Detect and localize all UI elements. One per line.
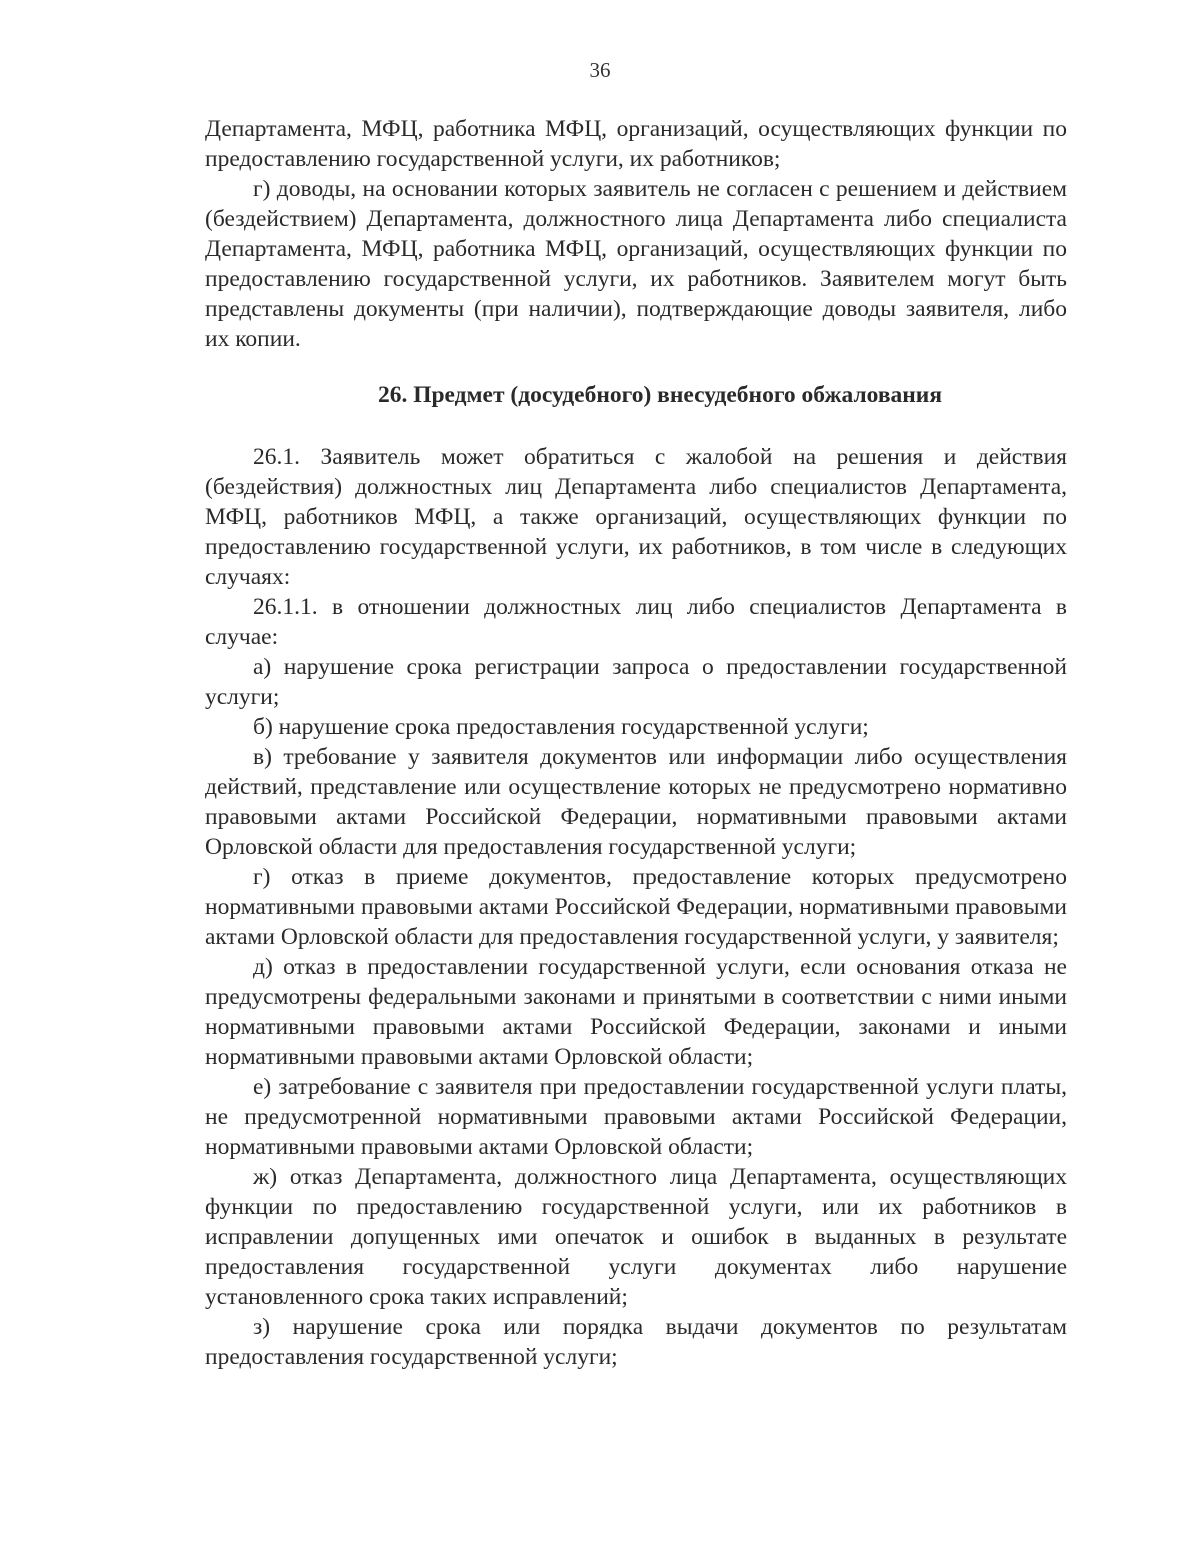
paragraph: 26.1.1. в отношении должностных лиц либо специалистов Департамента в случае:: [205, 594, 1067, 650]
section-heading: 26. Предмет (досудебного) внесудебного обжалования: [377, 382, 943, 408]
section-body: [205, 442, 1067, 1372]
paragraph: Департамента, МФЦ, работника МФЦ, организаций, осуществляющих функции по предоставлению государственной услуги, их работников;: [205, 116, 1067, 172]
paragraph: 26.1. Заявитель может обратиться с жалобой на решения и действия (бездействия) должностных лиц Департамента либо специалистов Департамента, МФЦ, работников МФЦ, а также организаций, осуществляющих функции по предоставлению государственной услуги, их работников, в том числе в следующих случаях:: [205, 444, 1067, 590]
list-item: е) затребование с заявителя при предоставлении государственной услуги платы, не предусмотренной нормативными правовыми актами Российской Федерации, нормативными правовыми актами Орловской области;: [205, 1074, 1067, 1160]
list-item: г) отказ в приеме документов, предоставление которых предусмотрено нормативными правовыми актами Российской Федерации, нормативными правовыми актами Орловской области для предоставления государственной услуги, у заявителя;: [205, 864, 1067, 950]
list-item: в) требование у заявителя документов или информации либо осуществления действий, представление или осуществление которых не предусмотрено нормативно правовыми актами Российской Федерации, нормативными правовыми актами Орловской области для предоставления государственной услуги;: [205, 744, 1067, 860]
list-item: ж) отказ Департамента, должностного лица Департамента, осуществляющих функции по предоставлению государственной услуги, или их работников в исправлении допущенных ими опечаток и ошибок в выданных в результате предоставления государственной услуги документах либо нарушение установленного срока таких исправлений;: [205, 1164, 1067, 1310]
paragraph: г) доводы, на основании которых заявитель не согласен с решением и действием (бездействием) Департамента, должностного лица Департамента либо специалиста Департамента, МФЦ, работника МФЦ, организаций, осуществляющих функции по предоставлению государственной услуги, их работников. Заявителем могут быть представлены документы (при наличии), подтверждающие доводы заявителя, либо их копии.: [205, 176, 1067, 352]
list-item: б) нарушение срока предоставления государственной услуги;: [253, 714, 869, 740]
list-item: а) нарушение срока регистрации запроса о предоставлении государственной услуги;: [205, 654, 1067, 710]
page-number: 36: [589, 58, 611, 82]
list-item: д) отказ в предоставлении государственной услуги, если основания отказа не предусмотрены федеральными законами и принятыми в соответствии с ними иными нормативными правовыми актами Российской Федерации, законами и иными нормативными правовыми актами Орловской области;: [205, 954, 1067, 1070]
list-item: з) нарушение срока или порядка выдачи документов по результатам предоставления государственной услуги;: [205, 1314, 1067, 1370]
continued-text-block: [205, 114, 1067, 354]
